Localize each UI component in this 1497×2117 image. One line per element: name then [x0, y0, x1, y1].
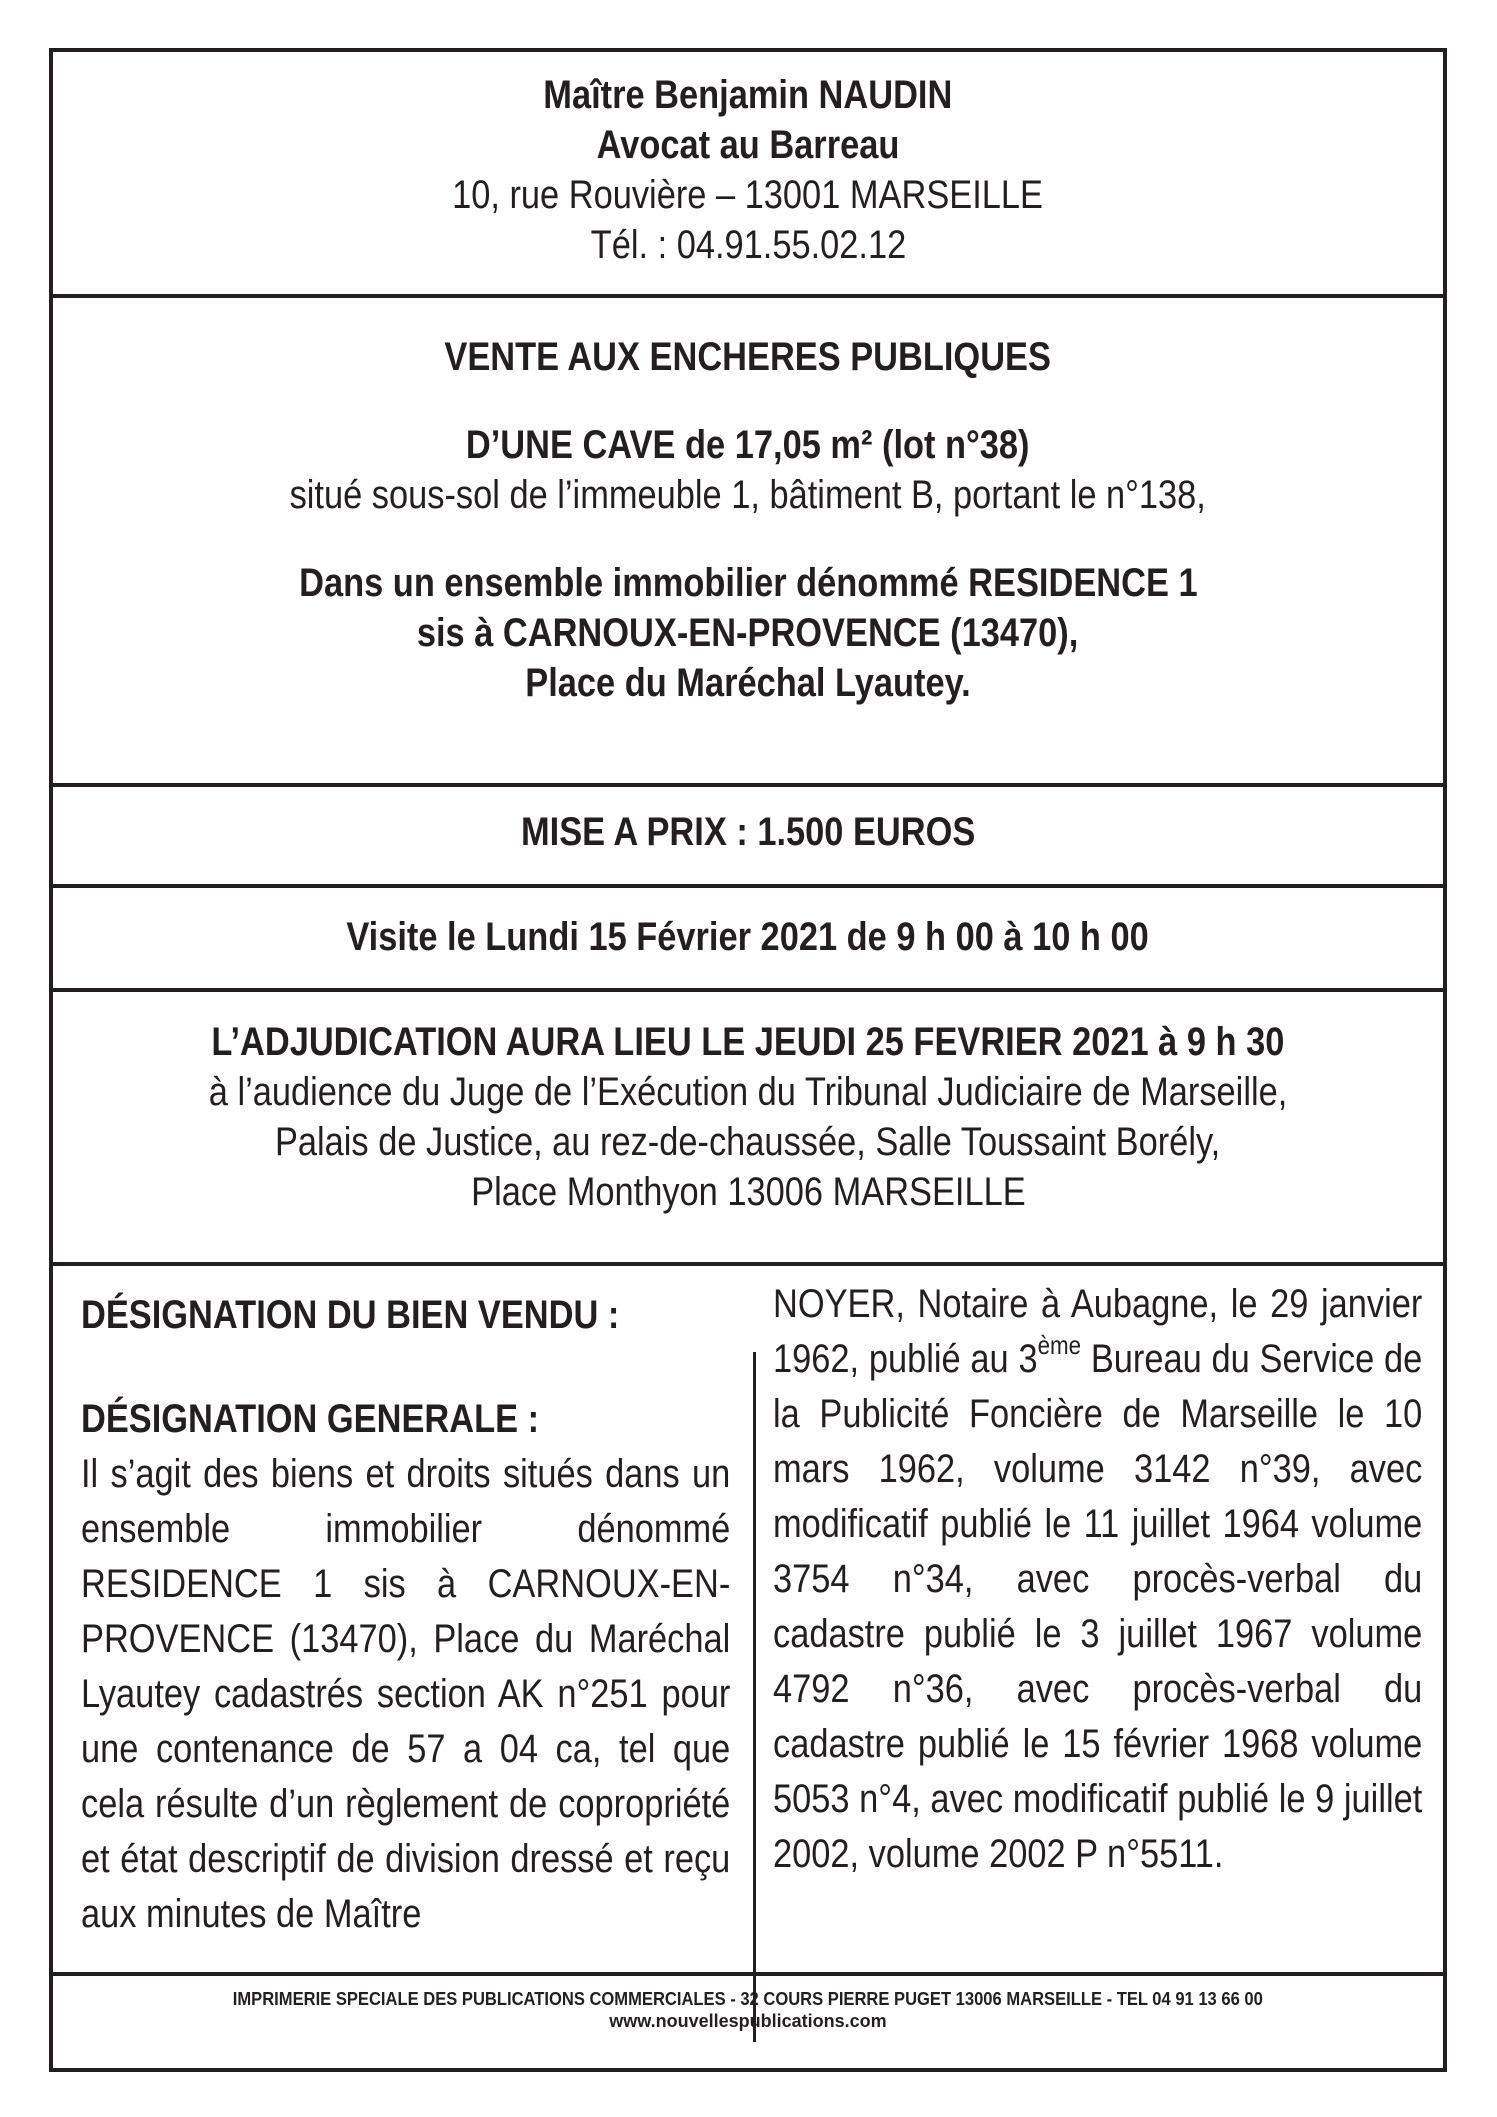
designation-right-column — [773, 1277, 1423, 1882]
legal-notice-frame — [49, 48, 1447, 2072]
sale-section — [53, 332, 1443, 708]
visit-section — [53, 912, 1443, 962]
notary-text-b: Bureau du Service de la Publicité Foncière de Marseille le 10 mars 1962, volume 3142 n°39, avec modificatif publié le 11 juillet 1964 volume 3754 n°34, avec procès-verbal du cadastre publié le 3 juillet 1967 volume 4792 n°36, avec procès-verbal du cadastre publié le 15 février 1968 volume 5053 n°4, avec modificatif publié le 9 juillet 2002, volume 2002 P n°5511. — [773, 1337, 1423, 1876]
column-divider — [753, 1352, 756, 2042]
divider — [53, 988, 1443, 992]
adjudication-line-2: Palais de Justice, au rez-de-chaussée, Salle Toussaint Borély, — [275, 1120, 1221, 1164]
general-designation-heading: DÉSIGNATION GENERALE : — [81, 1397, 540, 1441]
adjudication-line-3: Place Monthyon 13006 MARSEILLE — [470, 1170, 1026, 1214]
ensemble-line-2: sis à CARNOUX-EN-PROVENCE (13470), — [417, 611, 1079, 655]
price-section — [53, 807, 1443, 857]
lot-heading: D’UNE CAVE de 17,05 m² (lot n°38) — [466, 423, 1030, 467]
lot-location: situé sous-sol de l’immeuble 1, bâtiment B, portant le n°138, — [289, 473, 1207, 517]
notary-text-a: NOYER, Notaire à Aubagne, le 29 janvier 1962, publié au 3 — [773, 1282, 1423, 1381]
sale-title: VENTE AUX ENCHERES PUBLIQUES — [444, 335, 1052, 379]
divider — [53, 783, 1443, 787]
divider — [53, 1972, 1443, 1976]
lawyer-header — [53, 70, 1443, 270]
adjudication-title: L’ADJUDICATION AURA LIEU LE JEUDI 25 FEVRIER 2021 à 9 h 30 — [211, 1020, 1285, 1064]
lawyer-name: Maître Benjamin NAUDIN — [543, 73, 953, 117]
printer-info: IMPRIMERIE SPECIALE DES PUBLICATIONS COMMERCIALES - 32 COURS PIERRE PUGET 13006 MARSEILLE - TEL 04 91 13 66 00 — [232, 1989, 1264, 2009]
adjudication-line-1: à l’audience du Juge de l’Exécution du Tribunal Judiciaire de Marseille, — [208, 1070, 1288, 1114]
divider — [53, 884, 1443, 888]
ensemble-line-1: Dans un ensemble immobilier dénommé RESIDENCE 1 — [298, 561, 1198, 605]
footer — [53, 1988, 1443, 2032]
lawyer-phone: Tél. : 04.91.55.02.12 — [590, 223, 906, 267]
designation-left-column — [81, 1392, 731, 1942]
divider — [53, 1262, 1443, 1266]
general-designation-text: Il s’agit des biens et droits situés dans un ensemble immobilier dénommé RESIDENCE 1 sis à CARNOUX-EN-PROVENCE (13470), Place du Maréchal Lyautey cadastrés section AK n°251 pour une contenance de 57 a 04 ca, tel que cela résulte d’un règlement de copropriété et état descriptif de division dressé et reçu aux minutes de Maître — [81, 1452, 731, 1936]
website-link[interactable]: www.nouvellespublications.com — [609, 2011, 887, 2031]
ordinal-suffix: ème — [1037, 1329, 1082, 1360]
adjudication-section — [53, 1017, 1443, 1217]
designation-heading: DÉSIGNATION DU BIEN VENDU : — [81, 1293, 620, 1337]
lawyer-address: 10, rue Rouvière – 13001 MARSEILLE — [452, 173, 1044, 217]
starting-price: MISE A PRIX : 1.500 EUROS — [520, 810, 976, 854]
ensemble-line-3: Place du Maréchal Lyautey. — [525, 661, 971, 705]
divider — [53, 294, 1443, 298]
lawyer-title: Avocat au Barreau — [596, 123, 900, 167]
visit-date: Visite le Lundi 15 Février 2021 de 9 h 00 à 10 h 00 — [346, 915, 1150, 959]
